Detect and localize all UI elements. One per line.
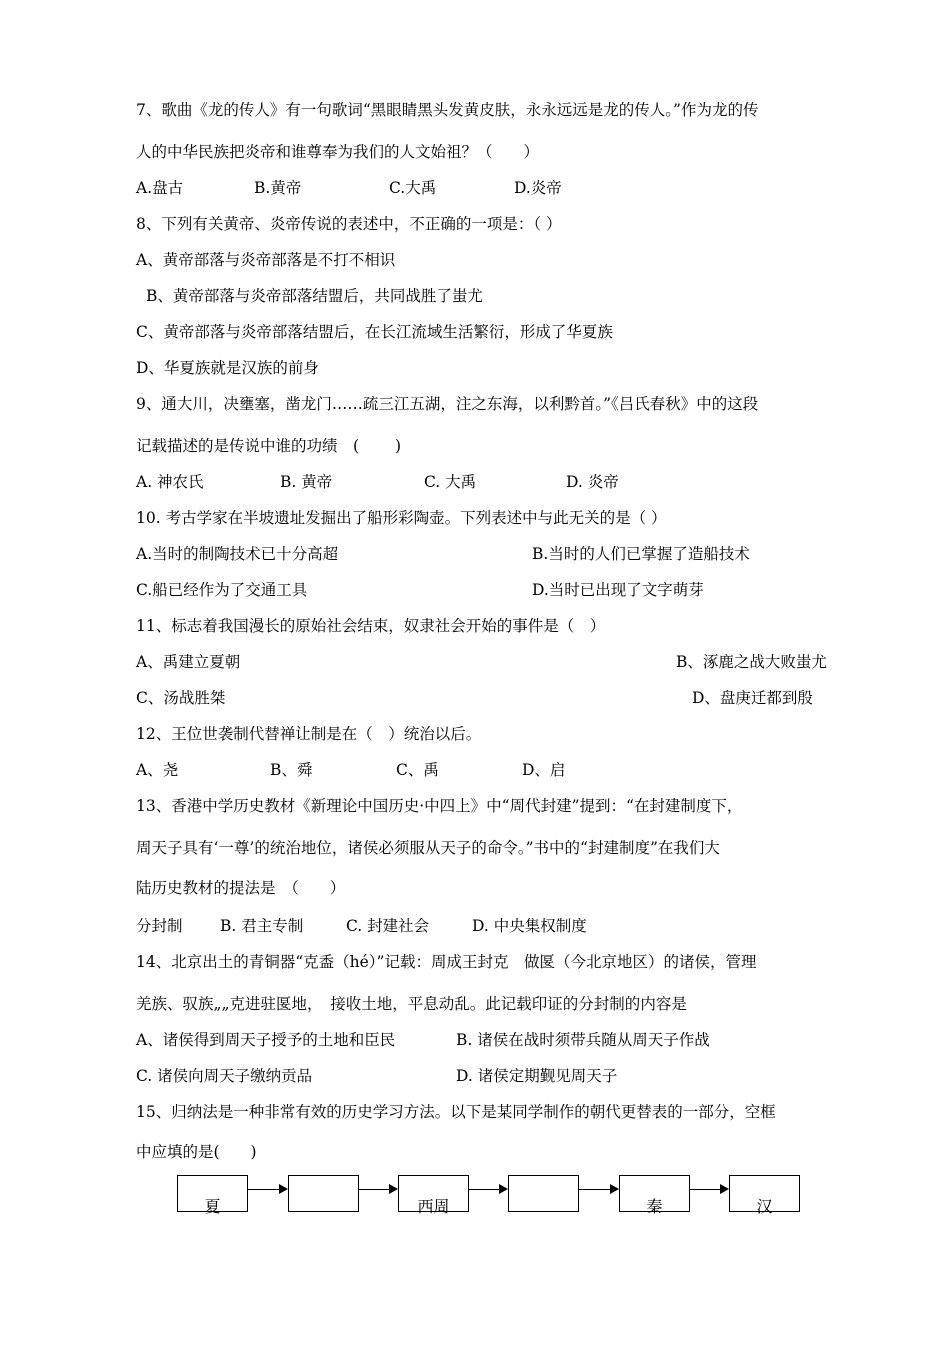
q13-option-c: C. 封建社会	[346, 917, 430, 935]
q7-option-d: D.炎帝	[514, 179, 562, 197]
flow-box-4	[508, 1175, 579, 1212]
q9-option-c: C. 大禹	[424, 473, 477, 491]
flow-arrow-5	[690, 1189, 727, 1190]
q12-option-a: A、尧	[136, 761, 179, 779]
flow-arrow-3	[469, 1189, 506, 1190]
q8-option-b: B、黄帝部落与炎帝部落结盟后，共同战胜了蚩尤	[146, 287, 483, 305]
q12-option-d: D、启	[522, 761, 566, 779]
q13-option-b: B. 君主专制	[220, 917, 304, 935]
q9-option-b: B. 黄帝	[280, 473, 333, 491]
q13-option-a: 分封制	[136, 917, 183, 935]
q10-stem: 10. 考古学家在半坡遗址发掘出了船形彩陶壶。下列表述中与此无关的是（ ）	[136, 509, 667, 527]
flow-arrow-1	[248, 1189, 286, 1190]
q14-stem-line1: 14、北京出土的青铜器“克盉（hé）”记载：周成王封克 做匽（今北京地区）的诸侯，管理	[136, 953, 757, 971]
q14-option-c: C. 诸侯向周天子缴纳贡品	[136, 1067, 313, 1085]
flow-label-qin: 秦	[646, 1197, 663, 1216]
q8-option-a: A、黄帝部落与炎帝部落是不打不相识	[136, 251, 396, 269]
q9-stem-line2: 记载描述的是传说中谁的功绩 ( )	[136, 437, 402, 455]
q12-stem: 12、王位世袭制代替禅让制是在（ ）统治以后。	[136, 725, 482, 743]
flow-label-han: 汉	[756, 1197, 773, 1216]
q11-option-d: D、盘庚迁都到殷	[692, 689, 813, 707]
q11-option-c: C、汤战胜桀	[136, 689, 226, 707]
q9-stem-line1: 9、通大川，决壅塞，凿龙门……疏三江五湖，注之东海，以利黔首。”《吕氏春秋》中的这段	[136, 395, 759, 413]
q14-option-d: D. 诸侯定期觐见周天子	[456, 1067, 618, 1085]
q13-stem-line2: 周天子具有‘一尊’的统治地位，诸侯必须服从天子的命令。”书中的“封建制度”在我们大	[136, 839, 720, 857]
q10-option-d: D.当时已出现了文字萌芽	[532, 581, 704, 599]
q11-stem: 11、标志着我国漫长的原始社会结束，奴隶社会开始的事件是（ ）	[136, 617, 606, 635]
q12-option-c: C、禹	[396, 761, 439, 779]
q10-option-b: B.当时的人们已掌握了造船技术	[532, 545, 750, 563]
q14-stem-line2: 羌族、驭族„„克进驻匽地， 接收土地，平息动乱。此记载印证的分封制的内容是	[136, 995, 687, 1013]
q7-option-a: A.盘古	[136, 179, 184, 197]
q10-option-a: A.当时的制陶技术已十分高超	[136, 545, 339, 563]
q15-stem-line1: 15、归纳法是一种非常有效的历史学习方法。以下是某同学制作的朝代更替表的一部分，空框	[136, 1103, 776, 1121]
flow-arrow-4	[579, 1189, 617, 1190]
q11-option-a: A、禹建立夏朝	[136, 653, 241, 671]
q8-option-c: C、黄帝部落与炎帝部落结盟后，在长江流域生活繁衍，形成了华夏族	[136, 323, 613, 341]
q14-option-b: B. 诸侯在战时须带兵随从周天子作战	[456, 1031, 710, 1049]
q10-option-c: C.船已经作为了交通工具	[136, 581, 308, 599]
flow-box-2	[288, 1175, 359, 1212]
q12-option-b: B、舜	[270, 761, 313, 779]
q13-stem-line3: 陆历史教材的提法是 （ ）	[136, 879, 346, 897]
q9-option-d: D. 炎帝	[566, 473, 619, 491]
q7-option-b: B.黄帝	[254, 179, 302, 197]
q13-option-d: D. 中央集权制度	[472, 917, 587, 935]
flow-label-xizhou: 西周	[417, 1197, 450, 1216]
q11-option-b: B、涿鹿之战大败蚩尤	[676, 653, 827, 671]
flow-label-xia: 夏	[204, 1197, 221, 1216]
q8-stem: 8、下列有关黄帝、炎帝传说的表述中，不正确的一项是：（ ）	[136, 215, 562, 233]
q13-stem-line1: 13、香港中学历史教材《新理论中国历史·中四上》中“周代封建”提到：“在封建制度下，	[136, 797, 743, 815]
q8-option-d: D、华夏族就是汉族的前身	[136, 359, 319, 377]
q15-stem-line2: 中应填的是( )	[136, 1143, 257, 1161]
q7-option-c: C.大禹	[389, 179, 437, 197]
q14-option-a: A、诸侯得到周天子授予的土地和臣民	[136, 1031, 396, 1049]
q9-option-a: A. 神农氏	[136, 473, 204, 491]
q7-stem-line2: 人的中华民族把炎帝和谁尊奉为我们的人文始祖？（ ）	[136, 143, 540, 161]
q7-stem-line1: 7、歌曲《龙的传人》有一句歌词“黑眼睛黑头发黄皮肤，永永远远是龙的传人。”作为龙的传	[136, 101, 759, 119]
flow-arrow-2	[359, 1189, 396, 1190]
